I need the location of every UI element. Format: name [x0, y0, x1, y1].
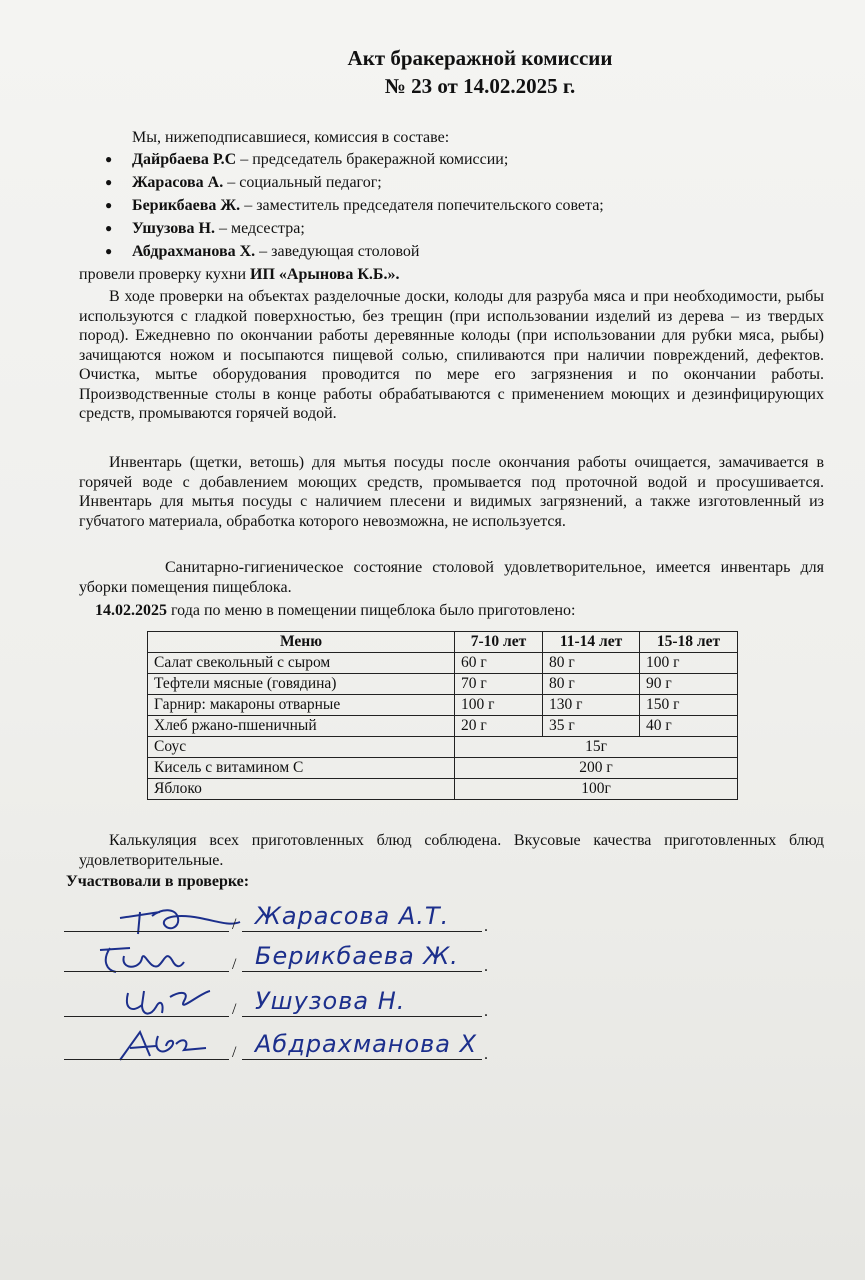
menu-intro: [95, 601, 575, 620]
signature-row: [60, 1028, 490, 1068]
participants-label: Участвовали в проверке:: [66, 873, 250, 890]
table-header-row: [148, 632, 738, 653]
document-title: Акт бракеражной комиссии: [347, 46, 613, 70]
line-end: .: [484, 958, 488, 975]
line-end: .: [484, 1046, 488, 1063]
signature-row: [60, 940, 490, 980]
member-name: Ушузова Н.: [132, 220, 215, 237]
member-name: Берикбаева Ж.: [132, 197, 241, 214]
member-name: Дайрбаева Р.С: [132, 151, 237, 168]
paragraph-equipment: В ходе проверки на объектах разделочные доски, колоды для разруба мяса и при необходимости, рыбы используются с гладкой поверхностью, без трещин (при использовании изделий из дерева – из твердых пород). Ежедневно по окончании работы деревянные колоды (при использовании для рубки мяса, рыбы) зачищаются ножом и посыпаются пищевой солью, спиливаются при наличии повреждений, дефектов. Очистка, мытье оборудования проводится по мере его загрязнения и по окончании работы. Производственные столы в конце работы обрабатываются с применением моющих и дезинфицирующих средств, промываются горячей водой.: [79, 288, 824, 422]
portion-cell: 80 г: [543, 653, 640, 674]
column-header: 7-10 лет: [455, 632, 543, 653]
portion-cell: 90 г: [640, 674, 738, 695]
table-row: [148, 779, 738, 800]
separator: /: [232, 956, 237, 973]
portion-cell: 100 г: [640, 653, 738, 674]
intro-text: Мы, нижеподписавшиеся, комиссия в составе:: [132, 129, 450, 146]
handwritten-name: Берикбаева Ж.: [255, 942, 459, 970]
signature-scribble: [80, 983, 250, 1023]
menu-date: 14.02.2025: [95, 602, 167, 619]
portion-cell: 150 г: [640, 695, 738, 716]
list-item: [60, 219, 604, 242]
portion-cell: 20 г: [455, 716, 543, 737]
portion-cell-merged: 100г: [455, 779, 738, 800]
table-row: [148, 716, 738, 737]
separator: /: [232, 916, 237, 933]
portion-cell: 70 г: [455, 674, 543, 695]
portion-cell: 100 г: [455, 695, 543, 716]
name-line: [242, 1016, 482, 1017]
table-row: [148, 674, 738, 695]
portion-cell-merged: 15г: [455, 737, 738, 758]
table-row: [148, 653, 738, 674]
signature-line: [64, 1016, 229, 1017]
member-role: – председатель бракеражной комиссии;: [236, 151, 509, 168]
table-row: [148, 695, 738, 716]
table-row: [148, 737, 738, 758]
list-item: [60, 173, 604, 196]
handwritten-name: Жарасова А.Т.: [255, 902, 450, 930]
list-item: [60, 242, 604, 265]
table-row: [148, 758, 738, 779]
inspected-entity: ИП «Арынова К.Б.».: [250, 266, 400, 283]
paragraph-sanitary: Санитарно-гигиеническое состояние столовой удовлетворительное, имеется инвентарь для уборки помещения пищеблока.: [79, 559, 824, 596]
line-end: .: [484, 918, 488, 935]
commission-members-list: [60, 150, 604, 265]
signature-scribble: [80, 1026, 250, 1066]
member-name: Жарасова А.: [132, 174, 224, 191]
dish-name: Кисель с витамином С: [148, 758, 455, 779]
column-header: 15-18 лет: [640, 632, 738, 653]
inspection-prefix: провели проверку кухни: [79, 266, 251, 283]
separator: /: [232, 1001, 237, 1018]
portion-cell: 80 г: [543, 674, 640, 695]
line-end: .: [484, 1003, 488, 1020]
signature-row: [60, 900, 490, 940]
signature-line: [64, 971, 229, 972]
column-header: 11-14 лет: [543, 632, 640, 653]
menu-intro-text: года по меню в помещении пищеблока было приготовлено:: [167, 602, 576, 619]
name-line: [242, 931, 482, 932]
member-name: Абдрахманова Х.: [132, 243, 256, 260]
paragraph-inventory: Инвентарь (щетки, ветошь) для мытья посуды после окончания работы очищается, замачивается в горячей воде с добавлением моющих средств, промывается под проточной водой и просушивается. Инвентарь для мытья посуды с наличием плесени и видимых загрязнений, а также изготовленный из губчатого материала, обработка которого невозможна, не используется.: [79, 454, 824, 530]
menu-table: [147, 631, 738, 800]
separator: /: [232, 1044, 237, 1061]
signature-row: [60, 985, 490, 1025]
handwritten-name: Ушузова Н.: [255, 987, 406, 1015]
member-role: – социальный педагог;: [223, 174, 382, 191]
member-role: – медсестра;: [214, 220, 305, 237]
column-header: Меню: [148, 632, 455, 653]
dish-name: Салат свекольный с сыром: [148, 653, 455, 674]
list-item: [60, 150, 604, 173]
signature-scribble: [80, 940, 250, 978]
portion-cell: 35 г: [543, 716, 640, 737]
dish-name: Яблоко: [148, 779, 455, 800]
dish-name: Хлеб ржано-пшеничный: [148, 716, 455, 737]
signature-line: [64, 1059, 229, 1060]
portion-cell-merged: 200 г: [455, 758, 738, 779]
name-line: [242, 1059, 482, 1060]
handwritten-name: Абдрахманова Х: [255, 1030, 478, 1058]
paragraph-calculation: Калькуляция всех приготовленных блюд соблюдена. Вкусовые качества приготовленных блюд удовлетворительные.: [79, 832, 824, 869]
name-line: [242, 971, 482, 972]
document-number: № 23 от 14.02.2025 г.: [384, 74, 576, 98]
dish-name: Гарнир: макароны отварные: [148, 695, 455, 716]
signature-scribble: [80, 904, 250, 938]
list-item: [60, 196, 604, 219]
signature-line: [64, 931, 229, 932]
portion-cell: 40 г: [640, 716, 738, 737]
dish-name: Соус: [148, 737, 455, 758]
member-role: – заместитель председателя попечительского совета;: [240, 197, 604, 214]
portion-cell: 60 г: [455, 653, 543, 674]
member-role: – заведующая столовой: [255, 243, 420, 260]
dish-name: Тефтели мясные (говядина): [148, 674, 455, 695]
inspection-subject: [79, 265, 400, 284]
portion-cell: 130 г: [543, 695, 640, 716]
